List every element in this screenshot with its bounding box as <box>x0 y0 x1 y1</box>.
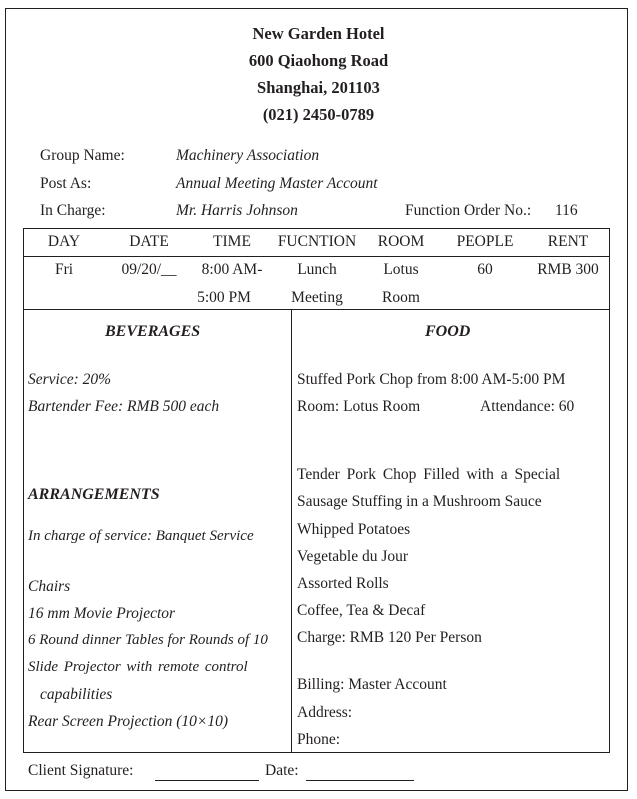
arrangement-item: Rear Screen Projection (10×10) <box>28 713 228 730</box>
section-divider <box>23 309 610 310</box>
food-room: Room: Lotus Room <box>297 398 421 415</box>
cell-room-line1: Lotus <box>383 261 419 278</box>
function-order-value: 116 <box>555 202 578 219</box>
food-heading: FOOD <box>425 323 471 340</box>
cell-people: 60 <box>477 261 493 278</box>
col-header-time: TIME <box>213 233 251 250</box>
food-menu-line: Whipped Potatoes <box>297 521 411 538</box>
beverages-service: Service: 20% <box>28 371 112 388</box>
group-name-label: Group Name: <box>40 147 125 164</box>
post-as-value: Annual Meeting Master Account <box>176 175 378 192</box>
arrangement-item: capabilities <box>40 686 113 703</box>
cell-date: 09/20/__ <box>121 261 177 278</box>
group-name-value: Machinery Association <box>176 147 320 164</box>
arrangement-item: 16 mm Movie Projector <box>28 605 176 622</box>
function-order-label: Function Order No.: <box>405 202 532 219</box>
client-signature-line[interactable] <box>155 766 259 781</box>
cell-day: Fri <box>54 261 74 278</box>
date-label: Date: <box>265 762 299 779</box>
col-header-date: DATE <box>129 233 169 250</box>
arrangement-item: Slide Projector with remote control <box>28 659 248 675</box>
arrangement-item: Chairs <box>28 578 71 595</box>
client-signature-label: Client Signature: <box>28 762 134 779</box>
post-as-label: Post As: <box>40 175 92 192</box>
food-menu-line: Sausage Stuffing in a Mushroom Sauce <box>297 493 542 510</box>
beverages-bartender: Bartender Fee: RMB 500 each <box>28 398 220 415</box>
food-menu-line: Coffee, Tea & Decaf <box>297 602 426 619</box>
column-divider <box>291 309 292 753</box>
hotel-name: New Garden Hotel <box>252 24 385 43</box>
in-charge-value: Mr. Harris Johnson <box>176 202 298 219</box>
col-header-people: PEOPLE <box>456 233 514 250</box>
in-charge-label: In Charge: <box>40 202 106 219</box>
food-billing: Billing: Master Account <box>297 676 447 693</box>
arrangements-in-charge: In charge of service: Banquet Service <box>28 528 254 544</box>
cell-rent: RMB 300 <box>537 261 599 278</box>
cell-function-line2: Meeting <box>291 289 343 306</box>
food-menu-line: Charge: RMB 120 Per Person <box>297 629 482 646</box>
food-dish-time: Stuffed Pork Chop from 8:00 AM-5:00 PM <box>297 371 566 388</box>
food-phone-label: Phone: <box>297 731 341 748</box>
col-header-rent: RENT <box>547 233 589 250</box>
cell-room-line2: Room <box>382 289 420 306</box>
col-header-function: FUCNTION <box>277 233 357 250</box>
cell-function-line1: Lunch <box>297 261 337 278</box>
hotel-city: Shanghai, 201103 <box>257 78 380 97</box>
food-menu-line: Vegetable du Jour <box>297 548 409 565</box>
header-divider <box>23 256 610 257</box>
arrangement-item: 6 Round dinner Tables for Rounds of 10 <box>28 632 268 648</box>
hotel-phone: (021) 2450-0789 <box>262 105 375 124</box>
arrangements-heading: ARRANGEMENTS <box>28 486 160 503</box>
col-header-room: ROOM <box>377 233 425 250</box>
beverages-heading: BEVERAGES <box>105 323 201 340</box>
food-menu-line: Assorted Rolls <box>297 575 389 592</box>
food-address-label: Address: <box>297 704 353 721</box>
cell-time-end: 5:00 PM <box>197 289 251 306</box>
food-attendance: Attendance: 60 <box>480 398 575 415</box>
cell-time-start: 8:00 AM- <box>201 261 263 278</box>
col-header-day: DAY <box>47 233 81 250</box>
hotel-address: 600 Qiaohong Road <box>248 51 389 70</box>
date-line[interactable] <box>306 766 414 781</box>
food-menu-line: Tender Pork Chop Filled with a Special <box>297 466 561 483</box>
